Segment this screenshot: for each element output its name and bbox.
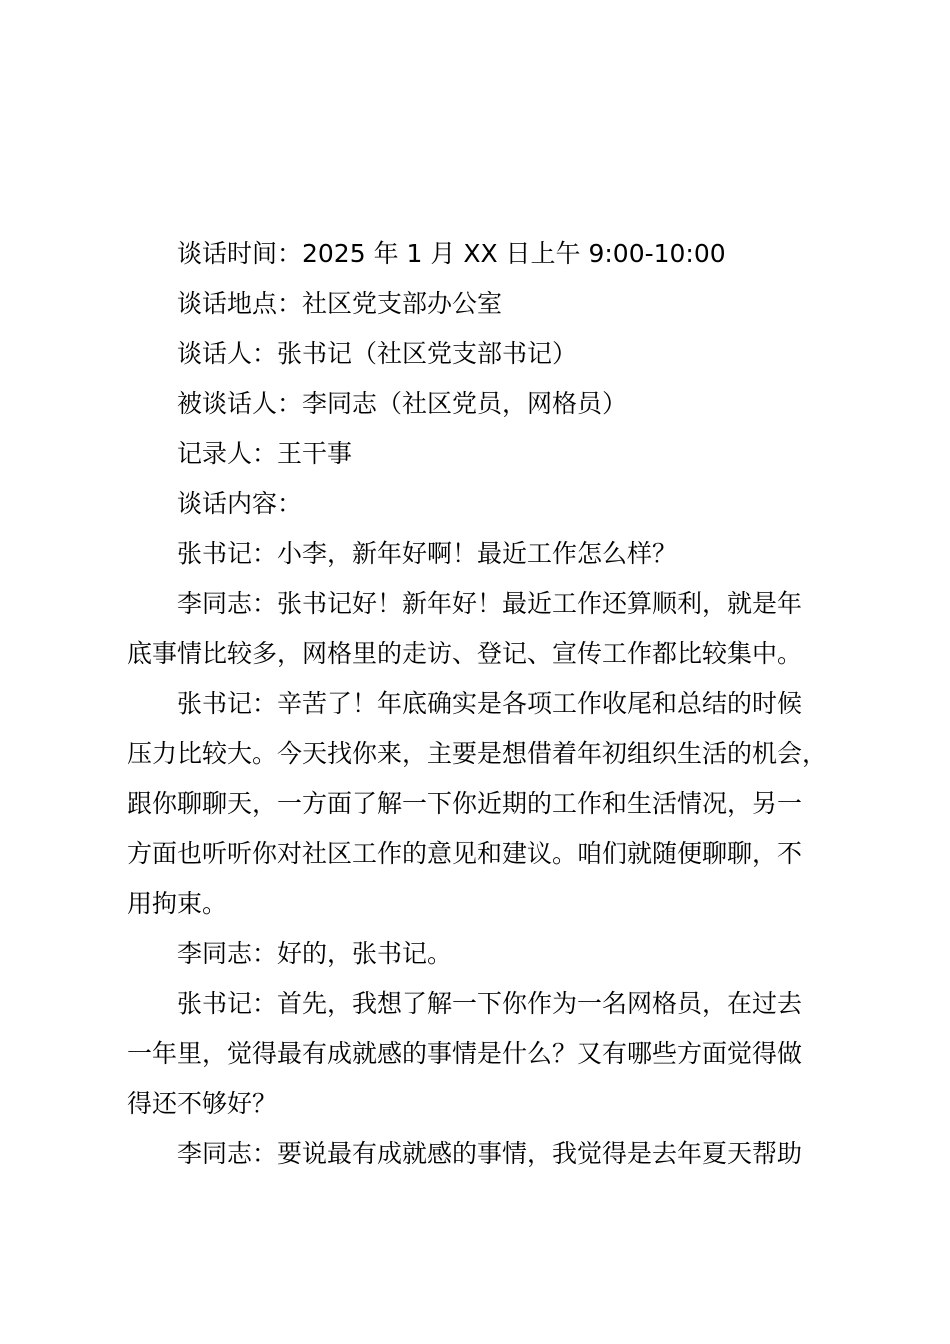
- meeting-recorder: 记录人：王干事: [177, 439, 353, 468]
- dialogue-paragraph: [127, 529, 847, 579]
- dialogue-line: 得还不够好？: [127, 1089, 278, 1118]
- meeting-listener: 被谈话人：李同志（社区党员，网格员）: [177, 389, 628, 418]
- dialogue-line: 张书记：首先，我想了解一下你作为一名网格员，在过去: [177, 989, 803, 1018]
- dialogue-line: 用拘束。: [127, 889, 228, 918]
- dialogue-paragraph: [127, 1129, 847, 1179]
- document-body: [127, 229, 847, 1179]
- dialogue-line: 李同志：好的，张书记。: [177, 939, 453, 968]
- dialogue-line: 方面也听听你对社区工作的意见和建议。咱们就随便聊聊，不: [127, 839, 803, 868]
- dialogue-line: 一年里，觉得最有成就感的事情是什么？又有哪些方面觉得做: [127, 1039, 803, 1068]
- dialogue-line: 张书记：辛苦了！年底确实是各项工作收尾和总结的时候: [177, 689, 803, 718]
- dialogue-line: 跟你聊聊天，一方面了解一下你近期的工作和生活情况，另一: [127, 789, 803, 818]
- dialogue-line: 张书记：小李，新年好啊！最近工作怎么样？: [177, 539, 678, 568]
- meeting-time: 谈话时间：2025 年 1 月 XX 日上午 9:00-10:00: [177, 239, 726, 268]
- dialogue-line: 底事情比较多，网格里的走访、登记、宣传工作都比较集中。: [127, 639, 803, 668]
- dialogue-paragraph: [127, 979, 847, 1129]
- dialogue-paragraph: [127, 679, 847, 929]
- dialogue-line: 压力比较大。今天找你来，主要是想借着年初组织生活的机会，: [127, 739, 828, 768]
- dialogue-line: 李同志：要说最有成就感的事情，我觉得是去年夏天帮助: [177, 1139, 803, 1168]
- dialogue-line: 李同志：张书记好！新年好！最近工作还算顺利，就是年: [177, 589, 803, 618]
- content-label: 谈话内容：: [177, 489, 303, 518]
- dialogue-paragraph: [127, 929, 847, 979]
- meeting-speaker: 谈话人：张书记（社区党支部书记）: [177, 339, 578, 368]
- meeting-place: 谈话地点：社区党支部办公室: [177, 289, 503, 318]
- dialogue-paragraph: [127, 579, 847, 679]
